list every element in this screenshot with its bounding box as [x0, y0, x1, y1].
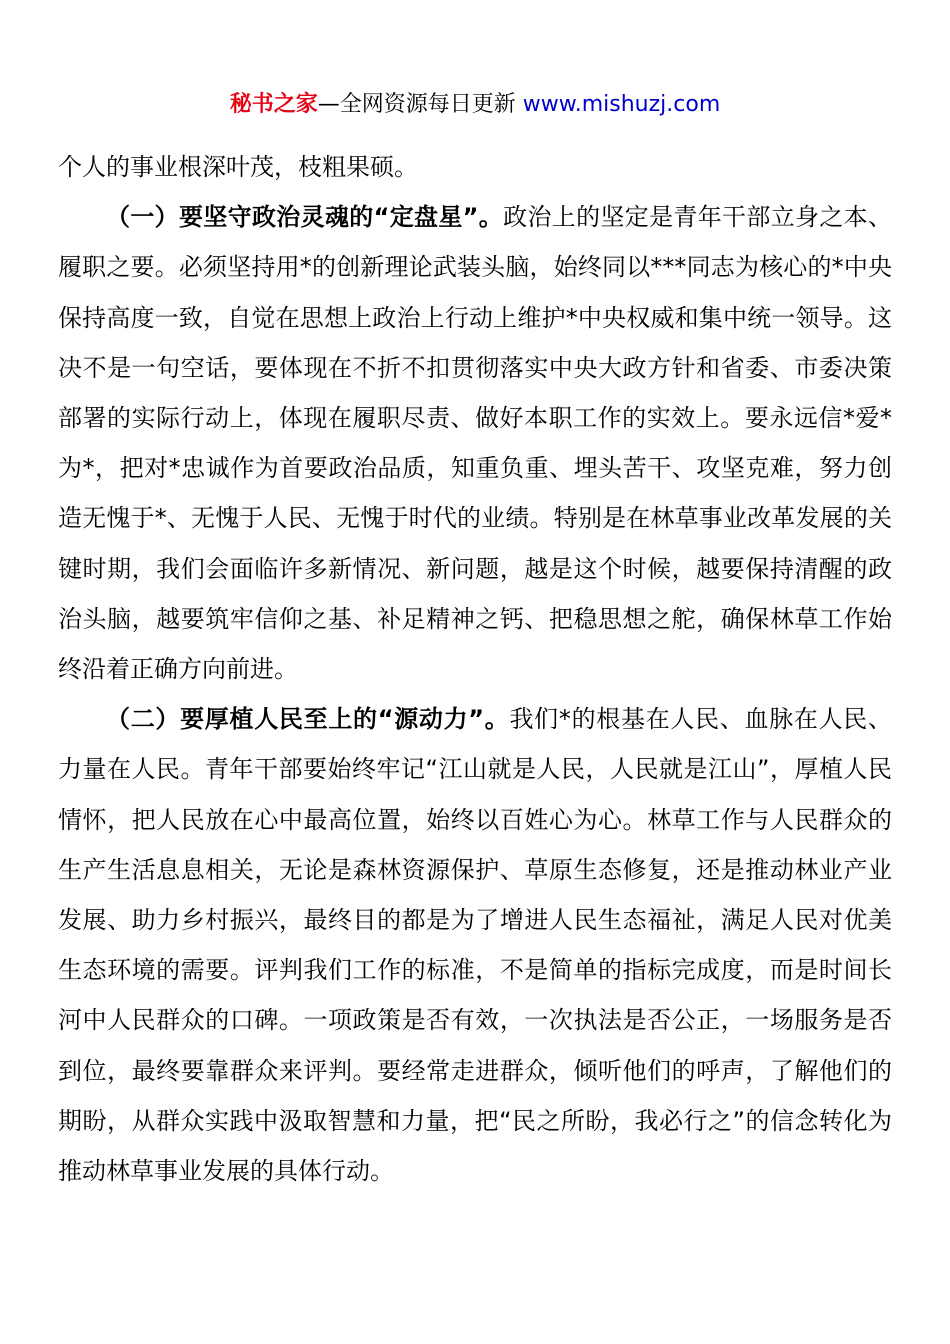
brand-name: 秘书之家 [229, 92, 318, 117]
site-url-link[interactable]: www.mishuzj.com [522, 92, 721, 117]
paragraph-continuation [58, 142, 892, 192]
paragraph-text: 政治上的坚定是青年干部立身之本、履职之要。必须坚持用*的创新理论武装头脑，始终同以***同志为核心的*中央保持高度一致，自觉在思想上政治上行动上维护*中央权威和集中统一领导。这决不是一句空话，要体现在不折不扣贯彻落实中央大政方针和省委、市委决策部署的实际行动上，体现在履职尽责、做好本职工作的实效上。要永远信*爱*为*，把对*忠诚作为首要政治品质，知重负重、埋头苦干、攻坚克难，努力创造无愧于*、无愧于人民、无愧于时代的业绩。特别是在林草事业改革发展的关键时期，我们会面临许多新情况、新问题，越是这个时候，越要保持清醒的政治头脑，越要筑牢信仰之基、补足精神之钙、把稳思想之舵，确保林草工作始终沿着正确方向前进。 [58, 203, 893, 684]
section-heading: （二）要厚植人民至上的“源动力”。 [106, 705, 510, 734]
paragraph-section-two [58, 694, 892, 1196]
header-slogan: —全网资源每日更新 [317, 92, 523, 117]
document-body [58, 142, 892, 1196]
paragraph-text: 个人的事业根深叶茂，枝粗果硕。 [58, 153, 418, 181]
paragraph-section-one [58, 192, 892, 694]
section-heading: （一）要坚守政治灵魂的“定盘星”。 [106, 203, 504, 232]
page-header [0, 88, 950, 122]
paragraph-text: 我们*的根基在人民、血脉在人民、力量在人民。青年干部要始终牢记“江山就是人民，人民就是江山”，厚植人民情怀，把人民放在心中最高位置，始终以百姓心为心。林草工作与人民群众的生产生活息息相关，无论是森林资源保护、草原生态修复，还是推动林业产业发展、助力乡村振兴，最终目的都是为了增进人民生态福祉，满足人民对优美生态环境的需要。评判我们工作的标准，不是简单的指标完成度，而是时间长河中人民群众的口碑。一项政策是否有效，一次执法是否公正，一场服务是否到位，最终要靠群众来评判。要经常走进群众，倾听他们的呼声，了解他们的期盼，从群众实践中汲取智慧和力量，把“民之所盼，我必行之”的信念转化为推动林草事业发展的具体行动。 [58, 705, 893, 1186]
